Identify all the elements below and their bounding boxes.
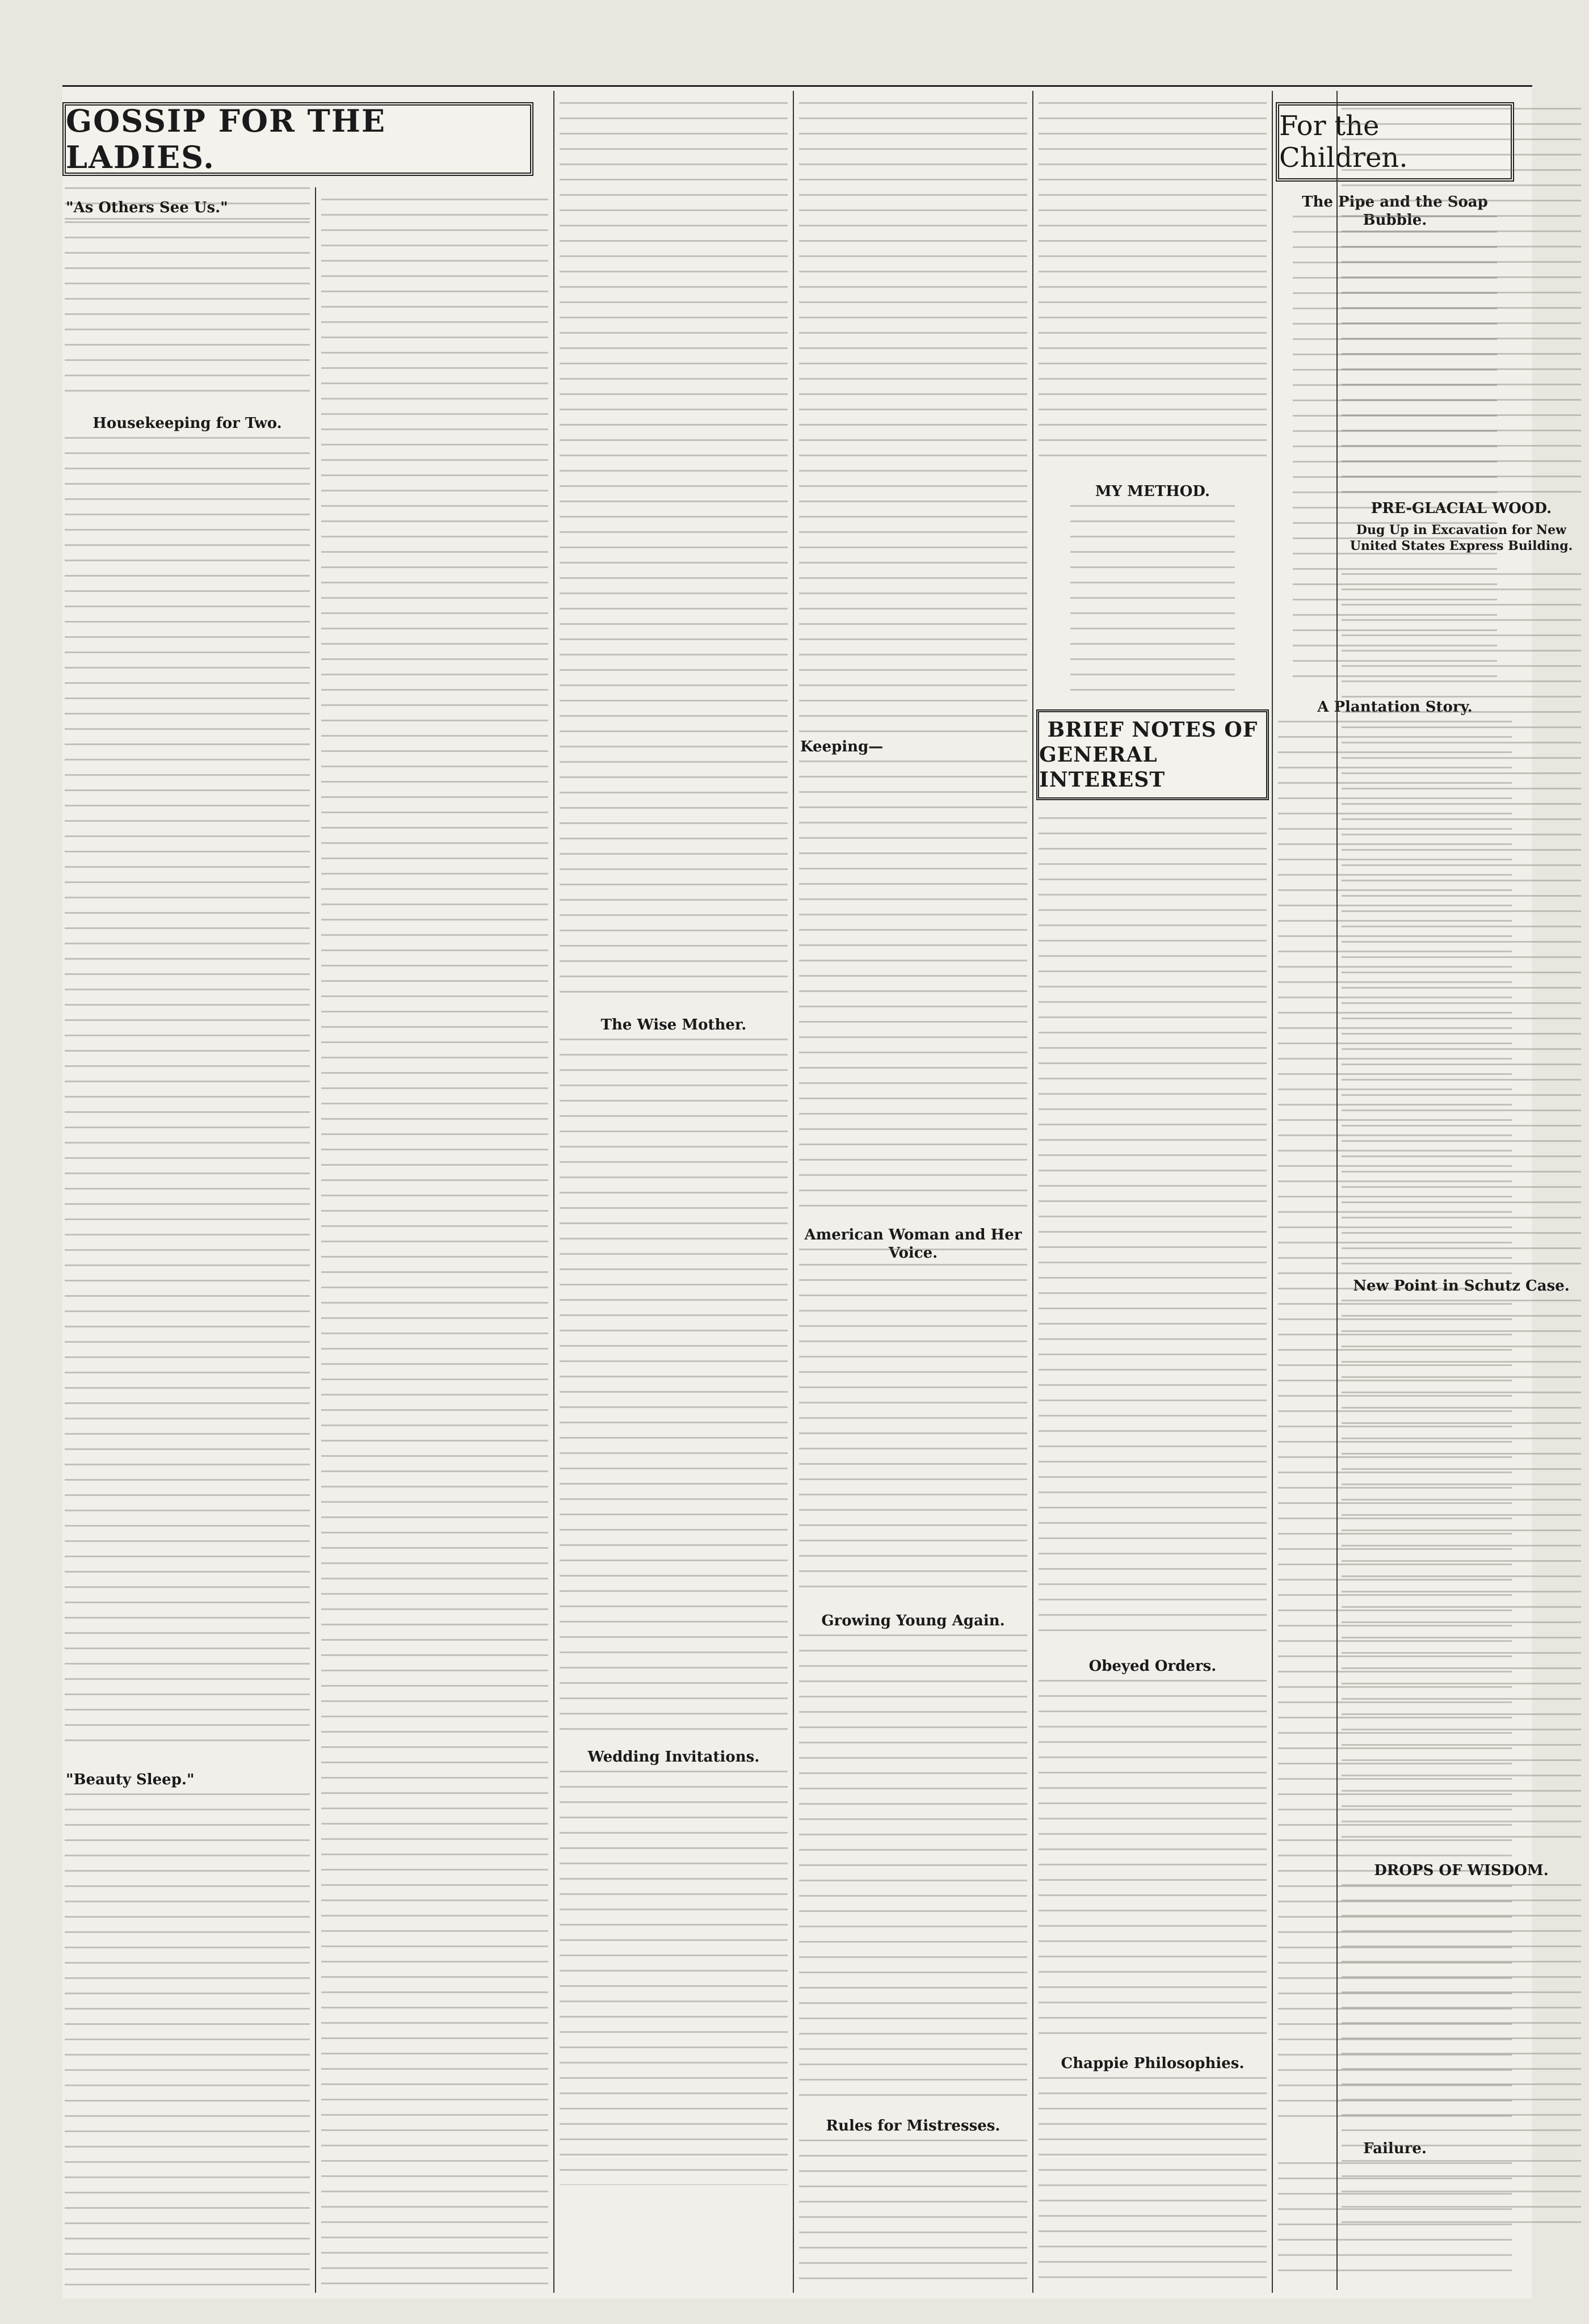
text-block — [1039, 2077, 1267, 2281]
text-block — [1342, 1300, 1581, 1844]
section-heading: Failure. — [1363, 2140, 1427, 2157]
text-block — [799, 1634, 1027, 2100]
column-rule — [1032, 91, 1033, 2293]
children-banner-title: For the Children. — [1279, 110, 1408, 174]
section-heading: PRE-GLACIAL WOOD. — [1371, 500, 1552, 517]
text-block — [321, 199, 548, 2293]
section-heading: Chappie Philosophies. — [1061, 2055, 1245, 2072]
text-block — [560, 1039, 788, 1731]
text-block — [1342, 1884, 1581, 2236]
section-heading: Growing Young Again. — [821, 1612, 1005, 1629]
column-rule — [793, 91, 794, 2293]
section-subheading: Dug Up in Excavation for New United States Express Building. — [1350, 523, 1573, 553]
section-heading: Housekeeping for Two. — [93, 415, 282, 432]
column-rule — [1336, 91, 1338, 2290]
section-heading: American Woman and Her Voice. — [804, 1226, 1022, 1262]
section-heading: New Point in Schutz Case. — [1353, 1277, 1570, 1295]
text-block — [65, 1793, 310, 2293]
text-block — [65, 437, 310, 1742]
column-4 — [797, 85, 1029, 2298]
column-rule — [315, 187, 316, 2293]
text-block — [1342, 108, 1581, 494]
section-heading: The Wise Mother. — [600, 1016, 747, 1033]
newspaper-page — [62, 85, 1532, 2298]
column-3 — [557, 85, 790, 2298]
gossip-banner-title: GOSSIP FOR THE LADIES. — [66, 103, 386, 175]
text-block — [799, 102, 1027, 732]
section-heading: Keeping— — [800, 738, 884, 755]
column-5 — [1036, 85, 1269, 2298]
brief-notes-line-2: GENERAL INTEREST — [1039, 743, 1166, 792]
section-heading: Wedding Invitations. — [587, 1749, 760, 1766]
text-block — [65, 221, 310, 403]
column-rule — [553, 91, 554, 2293]
text-block — [1039, 817, 1267, 1634]
section-heading: Obeyed Orders. — [1088, 1658, 1217, 1675]
gossip-banner — [62, 102, 533, 176]
section-heading: A Plantation Story. — [1317, 699, 1473, 716]
section-heading: "As Others See Us." — [66, 199, 228, 216]
section-heading: DROPS OF WISDOM. — [1374, 1862, 1549, 1879]
brief-notes-line-1: BRIEF NOTES OF — [1047, 718, 1258, 742]
text-block — [799, 1249, 1027, 1600]
column-2 — [319, 193, 550, 2298]
text-block — [560, 102, 788, 999]
section-heading: "Beauty Sleep." — [66, 1771, 195, 1788]
text-block — [799, 760, 1027, 1214]
column-rule — [1272, 91, 1273, 2293]
column-1-body — [62, 193, 312, 2298]
brief-notes-banner — [1036, 709, 1269, 800]
section-heading: MY METHOD. — [1095, 483, 1210, 500]
poem-block — [1070, 505, 1235, 692]
text-block — [1342, 573, 1581, 1266]
text-block — [1039, 1680, 1267, 2043]
text-block — [799, 2140, 1027, 2281]
text-block — [560, 1771, 788, 2185]
column-7 — [1339, 85, 1583, 2298]
text-block — [1039, 102, 1267, 465]
section-heading: The Pipe and the Soap Bubble. — [1302, 194, 1488, 229]
section-heading: Rules for Mistresses. — [826, 2117, 1001, 2134]
